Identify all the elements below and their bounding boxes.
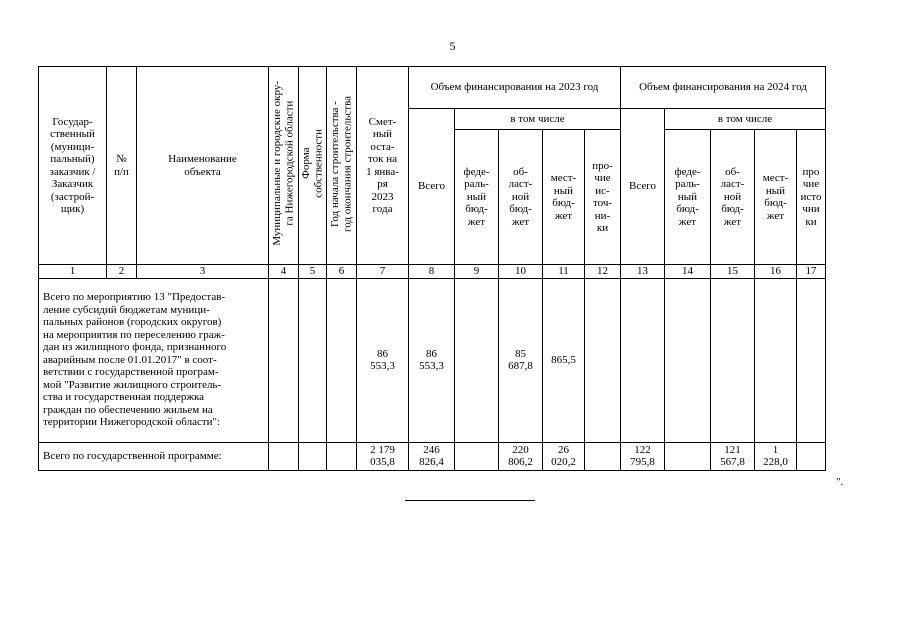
table-row [39, 442, 826, 470]
row-local-2023: 26 020,2 [543, 442, 585, 470]
header-other-2024: про чие исто чни ки [797, 130, 826, 265]
col-number: 14 [665, 265, 711, 279]
header-years: Год начала строительства - год окончания строительства [329, 95, 354, 232]
header-object: Наименование объекта [137, 67, 269, 265]
col-number: 5 [299, 265, 327, 279]
header-other-2023: про- чие ис- точ- ни- ки [585, 130, 621, 265]
page-number: 5 [449, 39, 456, 53]
row-total-2024: 122 795,8 [621, 442, 665, 470]
header-including-2024: в том числе [665, 109, 826, 130]
header-years-cell [327, 67, 357, 265]
col-number: 9 [455, 265, 499, 279]
header-regional-2023: об- ласт- ной бюд- жет [499, 130, 543, 265]
header-ownership: Форма собственности [300, 129, 325, 199]
header-federal-2023: феде- раль- ный бюд- жет [455, 130, 499, 265]
table-row [39, 278, 826, 442]
col-number: 16 [755, 265, 797, 279]
header-num: № п/п [107, 67, 137, 265]
header-total-2024: Всего [621, 109, 665, 265]
col-number: 7 [357, 265, 409, 279]
header-estimate: Смет- ный оста- ток на 1 янва- ря 2023 года [357, 67, 409, 265]
header-total-2023: Всего [409, 109, 455, 265]
row-estimate: 86 553,3 [357, 278, 409, 442]
header-including-2023: в том числе [455, 109, 621, 130]
col-number: 1 [39, 265, 107, 279]
col-number: 17 [797, 265, 826, 279]
col-number: 6 [327, 265, 357, 279]
closing-quote: ". [836, 476, 844, 488]
header-municipal: Муниципальные и городские окру- га Нижегородской области [271, 81, 296, 247]
header-customer: Государ- ственный (муници- пальный) заказчик / Заказчик (застрой- щик) [39, 67, 107, 265]
row-local-2024: 1 228,0 [755, 442, 797, 470]
header-municipal-cell [269, 67, 299, 265]
col-number: 11 [543, 265, 585, 279]
col-number: 12 [585, 265, 621, 279]
row-estimate: 2 179 035,8 [357, 442, 409, 470]
separator-line [405, 500, 535, 501]
header-fin-2024: Объем финансирования на 2024 год [621, 67, 826, 109]
header-ownership-cell [299, 67, 327, 265]
col-number: 3 [137, 265, 269, 279]
header-local-2023: мест- ный бюд- жет [543, 130, 585, 265]
financing-table [38, 66, 826, 471]
col-number: 8 [409, 265, 455, 279]
col-number: 2 [107, 265, 137, 279]
col-number: 15 [711, 265, 755, 279]
row-regional-2024: 121 567,8 [711, 442, 755, 470]
row-regional-2023: 85 687,8 [499, 278, 543, 442]
header-regional-2024: об- ласт- ной бюд- жет [711, 130, 755, 265]
row-label: Всего по государственной программе: [39, 442, 269, 470]
header-fin-2023: Объем финансирования на 2023 год [409, 67, 621, 109]
row-total-2023: 246 826,4 [409, 442, 455, 470]
row-total-2023: 86 553,3 [409, 278, 455, 442]
header-local-2024: мест- ный бюд- жет [755, 130, 797, 265]
col-number: 13 [621, 265, 665, 279]
row-label: Всего по мероприятию 13 "Предостав- ление субсидий бюджетам муници- пальных районов (городских округов) на мероприятия по переселению граж- дан из жилищного фонда, признанного аварийным после 01.01.2017" в соот- ветствии с государственной програм- мой "Развитие жилищного строитель- ства и государственная поддержка граждан по обеспечению жильем на территории Нижегородской области": [39, 278, 269, 442]
col-number: 10 [499, 265, 543, 279]
header-federal-2024: феде- раль- ный бюд- жет [665, 130, 711, 265]
row-regional-2023: 220 806,2 [499, 442, 543, 470]
row-local-2023: 865,5 [543, 278, 585, 442]
col-number: 4 [269, 265, 299, 279]
